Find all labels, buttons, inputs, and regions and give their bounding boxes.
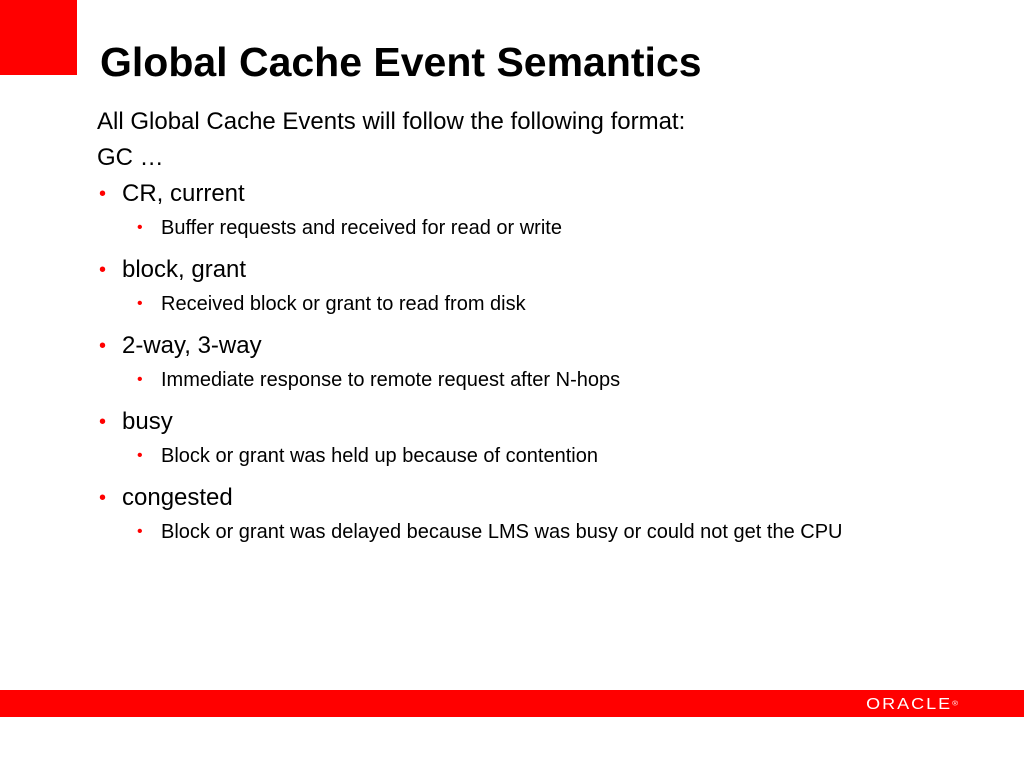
slide-title: Global Cache Event Semantics — [100, 39, 702, 85]
bullet-item — [97, 332, 917, 360]
bullet-label: congested — [122, 484, 233, 511]
sub-bullet-text: Immediate response to remote request after N-hops — [161, 369, 621, 391]
sub-bullet-text: Block or grant was held up because of contention — [161, 445, 598, 467]
bullet-icon: • — [99, 411, 107, 433]
bullet-item — [97, 180, 917, 208]
oracle-logo-text: ORACLE — [866, 695, 953, 713]
bullet-icon: • — [99, 259, 107, 281]
bullet-icon: • — [99, 335, 107, 357]
sub-bullet-text: Received block or grant to read from disk — [161, 293, 526, 315]
bullet-label: 2-way, 3-way — [122, 332, 262, 359]
sub-bullet-icon: • — [137, 447, 143, 464]
sub-bullet-icon: • — [137, 219, 143, 236]
sub-bullet-icon: • — [137, 523, 143, 540]
gc-prefix-text: GC … — [97, 144, 164, 171]
sub-bullet-item — [137, 214, 901, 242]
sub-bullet-text: Buffer requests and received for read or write — [161, 217, 562, 239]
sub-bullet-icon: • — [137, 295, 143, 312]
bullet-label: CR, current — [122, 180, 245, 207]
sub-bullet-item — [137, 290, 901, 318]
sub-bullet-item — [137, 366, 901, 394]
bullet-item — [97, 484, 917, 512]
corner-accent-block — [0, 0, 77, 75]
bullet-icon: • — [99, 183, 107, 205]
sub-bullet-text: Block or grant was delayed because LMS was busy or could not get the CPU — [161, 521, 843, 543]
bullet-icon: • — [99, 487, 107, 509]
oracle-logo — [866, 694, 958, 714]
bullet-item — [97, 408, 917, 436]
bullet-item — [97, 256, 917, 284]
intro-text: All Global Cache Events will follow the following format: — [97, 108, 686, 135]
sub-bullet-icon: • — [137, 371, 143, 388]
sub-bullet-item — [137, 518, 901, 546]
bullet-label: busy — [122, 408, 173, 435]
slide-body — [97, 108, 917, 560]
sub-bullet-item — [137, 442, 901, 470]
registered-mark: ® — [952, 699, 958, 708]
bullet-label: block, grant — [122, 256, 247, 283]
